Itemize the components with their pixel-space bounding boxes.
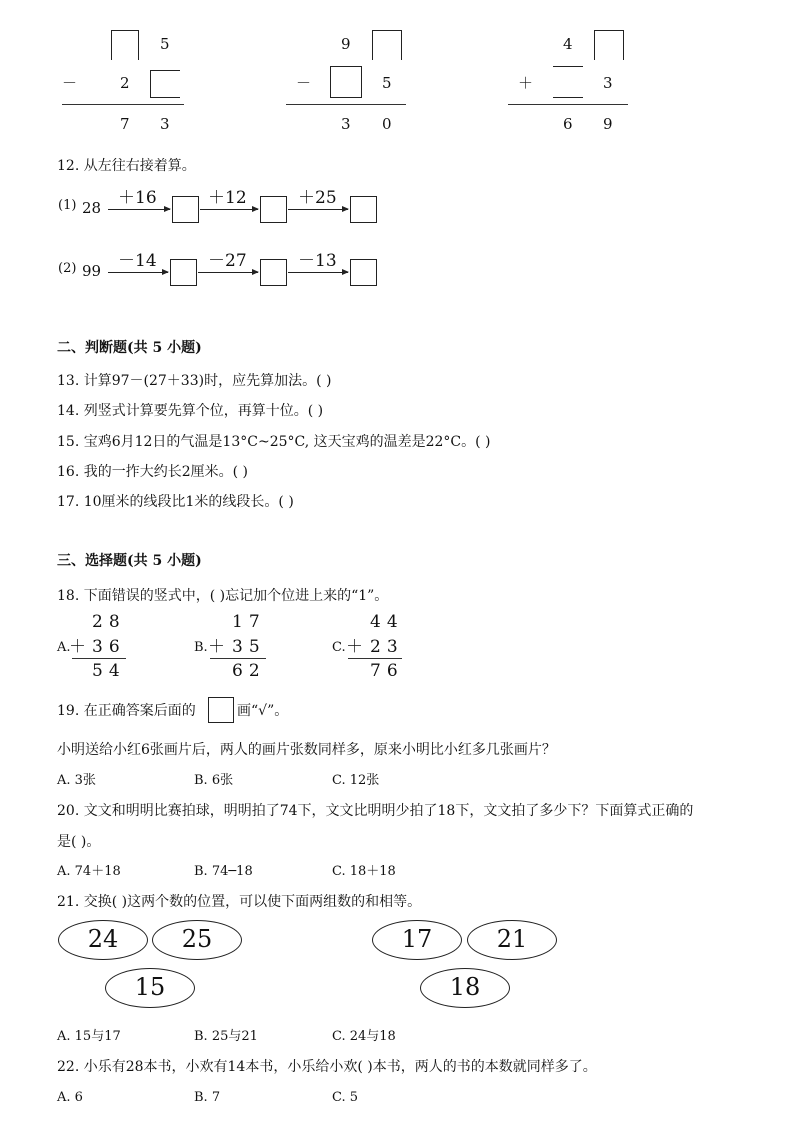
digit: 3: [603, 74, 613, 92]
option-b[interactable]: B. 25与21: [194, 1029, 258, 1044]
digit-row: 36: [92, 637, 126, 657]
row-label: (1): [58, 198, 77, 213]
digit-row: 23: [370, 637, 404, 657]
result-digit: 9: [603, 115, 613, 133]
answer-box[interactable]: [553, 66, 583, 98]
answer-box[interactable]: [350, 196, 377, 223]
question-20-line1: 20. 文文和明明比赛拍球，明明拍了74下，文文比明明少拍了18下，文文拍了多少下？下面算式正确的: [57, 803, 694, 819]
operator: ＋: [208, 637, 231, 657]
start-number: 28: [82, 199, 102, 217]
result-line: [72, 658, 126, 659]
op-label: ＋16: [118, 188, 157, 208]
row-label: (2): [58, 261, 77, 276]
arrow: [200, 209, 258, 210]
option-label: C.: [332, 640, 346, 655]
answer-box[interactable]: [260, 196, 287, 223]
option-a[interactable]: A. 3张: [57, 773, 96, 788]
number-oval: 18: [420, 968, 510, 1008]
operator: ＋: [69, 637, 92, 657]
answer-box[interactable]: [111, 30, 139, 60]
arrow: [108, 209, 170, 210]
option-c[interactable]: C. 24与18: [332, 1029, 396, 1044]
question-19-stem-b: 画“√”。: [237, 703, 289, 719]
answer-box[interactable]: [330, 66, 362, 98]
digit: 2: [120, 74, 130, 92]
question-20-line2: 是( )。: [57, 834, 101, 850]
arrow: [198, 272, 258, 273]
arrow: [288, 209, 348, 210]
option-label: B.: [194, 640, 208, 655]
result-digit: 0: [382, 115, 392, 133]
result-line: [210, 658, 266, 659]
section-heading: 三、选择题(共 5 小题): [57, 553, 202, 569]
question-21: 21. 交换( )这两个数的位置，可以使下面两组数的和相等。: [57, 894, 422, 910]
arrow: [108, 272, 168, 273]
result-line: [62, 104, 184, 105]
number-oval: 15: [105, 968, 195, 1008]
arrow: [288, 272, 348, 273]
digit: 5: [382, 74, 392, 92]
answer-box[interactable]: [170, 259, 197, 286]
operator: －: [62, 74, 78, 92]
option-c[interactable]: C. 12张: [332, 773, 380, 788]
operator: ＋: [518, 74, 534, 92]
section-heading: 二、判断题(共 5 小题): [57, 340, 202, 356]
option-b[interactable]: B. 7: [194, 1090, 221, 1105]
question-14: 14. 列竖式计算要先算个位，再算十位。( ): [57, 403, 324, 419]
question-18: 18. 下面错误的竖式中，( )忘记加个位进上来的“1”。: [57, 588, 389, 604]
question-22: 22. 小乐有28本书，小欢有14本书，小乐给小欢( )本书，两人的书的本数就同样多了。: [57, 1059, 597, 1075]
question-16: 16. 我的一拃大约长2厘米。( ): [57, 464, 248, 480]
question-13: 13. 计算97－(27＋33)时，应先算加法。( ): [57, 373, 332, 389]
result-row: 76: [370, 661, 404, 681]
number-oval: 25: [152, 920, 242, 960]
question-19-text: 小明送给小红6张画片后，两人的画片张数同样多，原来小明比小红多几张画片？: [57, 742, 556, 758]
op-label: －14: [118, 251, 157, 271]
digit: 9: [341, 35, 351, 53]
option-c[interactable]: C. 18＋18: [332, 864, 396, 879]
answer-box[interactable]: [208, 697, 234, 723]
digit: 4: [563, 35, 573, 53]
option-label: A.: [57, 640, 71, 655]
result-digit: 3: [341, 115, 351, 133]
result-row: 54: [92, 661, 126, 681]
number-oval: 21: [467, 920, 557, 960]
result-digit: 3: [160, 115, 170, 133]
op-label: －13: [298, 251, 337, 271]
answer-box[interactable]: [350, 259, 377, 286]
start-number: 99: [82, 262, 102, 280]
answer-box[interactable]: [594, 30, 624, 60]
digit-row: 28: [92, 612, 126, 632]
operator: －: [296, 74, 312, 92]
answer-box[interactable]: [150, 70, 180, 98]
operator: ＋: [346, 637, 369, 657]
number-oval: 17: [372, 920, 462, 960]
result-line: [286, 104, 406, 105]
question-12-title: 12. 从左往右接着算。: [57, 158, 196, 174]
digit-row: 17: [232, 612, 266, 632]
question-19-stem-a: 19. 在正确答案后面的: [57, 703, 196, 719]
op-label: －27: [208, 251, 247, 271]
digit: 5: [160, 35, 170, 53]
option-b[interactable]: B. 6张: [194, 773, 234, 788]
result-line: [348, 658, 402, 659]
digit-row: 35: [232, 637, 266, 657]
question-15: 15. 宝鸡6月12日的气温是13°C~25°C, 这天宝鸡的温差是22°C。( ): [57, 434, 491, 450]
option-a[interactable]: A. 6: [57, 1090, 83, 1105]
option-a[interactable]: A. 15与17: [57, 1029, 121, 1044]
op-label: ＋25: [298, 188, 337, 208]
question-17: 17. 10厘米的线段比1米的线段长。( ): [57, 494, 294, 510]
result-digit: 6: [563, 115, 573, 133]
answer-box[interactable]: [172, 196, 199, 223]
answer-box[interactable]: [372, 30, 402, 60]
result-line: [508, 104, 628, 105]
option-b[interactable]: B. 74─18: [194, 864, 253, 879]
result-digit: 7: [120, 115, 130, 133]
op-label: ＋12: [208, 188, 247, 208]
option-a[interactable]: A. 74＋18: [57, 864, 121, 879]
result-row: 62: [232, 661, 266, 681]
option-c[interactable]: C. 5: [332, 1090, 359, 1105]
answer-box[interactable]: [260, 259, 287, 286]
digit-row: 44: [370, 612, 404, 632]
number-oval: 24: [58, 920, 148, 960]
